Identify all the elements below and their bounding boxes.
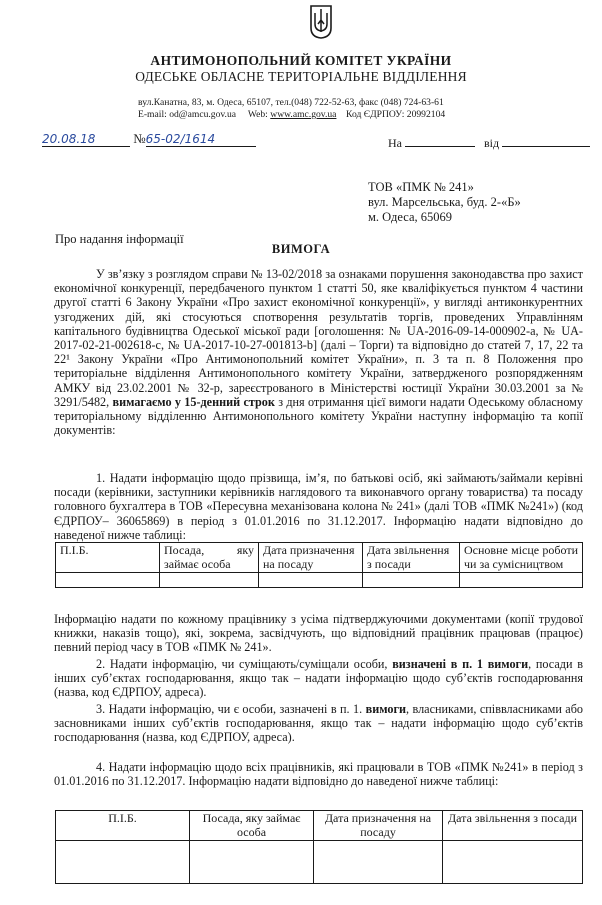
edrpou-label: Код ЄДРПОУ: (346, 109, 405, 120)
org-subdivision: ОДЕСЬКЕ ОБЛАСНЕ ТЕРИТОРІАЛЬНЕ ВІДДІЛЕННЯ (135, 69, 467, 84)
trident-emblem-icon (309, 4, 333, 40)
deadline-emphasis: вимагаємо у 15-денний строк (112, 394, 275, 409)
org-contacts (138, 109, 445, 120)
incoming-date-blank (502, 136, 590, 147)
web-link[interactable]: www.amc.gov.ua (270, 109, 337, 120)
outgoing-number: 65-02/1614 (146, 132, 256, 147)
table-cell[interactable] (56, 573, 160, 588)
recipient-city: м. Одеса, 65069 (368, 210, 452, 224)
table-header-cell: Дата призначення на посаду (259, 543, 363, 573)
incoming-reference (388, 136, 590, 150)
table-header-cell: Основне місце роботи чи за сумісництвом (460, 543, 583, 573)
item-3-paragraph: 3. Надати інформацію, чи є особи, зазначені в п. 1. вимоги, власниками, співвласниками або засновниками інших суб’єктів господарювання, якщо так – надати інформацію щодо суб’єктів господарювання (назва, код ЄДРПОУ, адреса). (54, 702, 583, 745)
web-label: Web: (247, 109, 268, 120)
incoming-number-label: На (388, 136, 402, 150)
org-address: вул.Канатна, 83, м. Одеса, 65107, тел.(048) 722-52-63, факс (048) 724-63-61 (138, 97, 444, 108)
org-name: АНТИМОНОПОЛЬНИЙ КОМІТЕТ УКРАЇНИ (150, 53, 452, 68)
table-header-cell: Посада, яку займає особа (190, 811, 314, 841)
edrpou-code: 20992104 (406, 109, 446, 120)
outgoing-date: 20.08.18 (42, 132, 130, 147)
item-1-paragraph: 1. Надати інформацію щодо прізвища, ім’я, по батькові осіб, які займають/займали керівні посади (керівники, заступники керівників наглядового та виконавчого органу товариства) та посаду головного бухгалтера в ТОВ «Пересувна механізована колона № 241» (далі ТОВ «ПМК №241») (код ЄДРПОУ– 36065869) в період з 01.01.2016 по 31.12.2017. Інформацію надати відповідно до наведеної нижче таблиці: (54, 471, 583, 542)
table-leadership (55, 542, 583, 588)
table-cell[interactable] (443, 841, 583, 884)
table-header-cell: Дата звільнення з посади (363, 543, 460, 573)
table-cell[interactable] (314, 841, 443, 884)
table-cell[interactable] (190, 841, 314, 884)
table-row (56, 573, 583, 588)
letter-subject: Про надання інформації (55, 232, 184, 246)
outgoing-number-label: № (133, 131, 146, 146)
outgoing-reference (42, 132, 256, 147)
incoming-number-blank (405, 136, 475, 147)
item-1-note: Інформацію надати по кожному працівнику з усіма підтверджуючими документами (копії трудової книжки, наказів тощо), які, зокрема, засвідчують, що відповідний працівник працював (працює) певний період часу в ТОВ «ПМК № 241». (54, 612, 583, 655)
table-cell[interactable] (259, 573, 363, 588)
table-cell[interactable] (460, 573, 583, 588)
intro-paragraph: У зв’язку з розглядом справи № 13-02/2018 за ознаками порушення законодавства про захист економічної конкуренції, передбаченого пунктом 1 статті 50, яке кваліфікується пунктом 4 частини другої статті 6 Закону України «Про захист економічної конкуренції», у вигляді антиконкурентних узгоджених дій, які стосуються спотворення результатів торгів, проведених Управлінням капітального будівництва Одеської міської ради [оголошення: № UA-2016-09-14-000902-а, № UA-2017-02-21-002618-с, № UA-2017-10-27-001813-b] (далі – Торги) та відповідно до статей 7, 17, 22 та 22¹ Закону України «Про Антимонопольний комітет України», п. 3 та п. 8 Положення про територіальне відділення Антимонопольного комітету України, затвердженого розпорядженням АМКУ від 23.02.2001 № 32-р, зареєстрованого в Міністерстві юстиції України 30.03.2001 за № 3291/5482, вимагаємо у 15-денний строк з дня отримання цієї вимоги надати Одеському обласному територіальному відділенню Антимонопольного комітету України наступну інформацію та копії документів: (54, 267, 583, 438)
recipient-block (368, 180, 521, 225)
table-cell[interactable] (363, 573, 460, 588)
table-cell[interactable] (56, 841, 190, 884)
table-row (56, 841, 583, 884)
table-cell[interactable] (160, 573, 259, 588)
recipient-street: вул. Марсельська, буд. 2-«Б» (368, 195, 521, 209)
table-header-cell: Дата звільнення з посади (443, 811, 583, 841)
recipient-name: ТОВ «ПМК № 241» (368, 180, 474, 194)
email-address: od@amcu.gov.ua (169, 109, 237, 120)
table-header-cell: П.І.Б. (56, 543, 160, 573)
table-header-cell: П.І.Б. (56, 811, 190, 841)
item-2-paragraph: 2. Надати інформацію, чи суміщають/суміщали особи, визначені в п. 1 вимоги, посади в інших суб’єктах господарювання, якщо так – надати інформацію щодо суб’єктів господарювання (назва, код ЄДРПОУ, адреса). (54, 657, 583, 700)
document-title: ВИМОГА (271, 242, 331, 256)
item-4-paragraph: 4. Надати інформацію щодо всіх працівників, які працювали в ТОВ «ПМК №241» в період з 01.01.2016 по 31.12.2017. Інформацію надати відповідно до наведеної нижче таблиці: (54, 760, 583, 789)
table-header-cell: Посада, яку займає особа (160, 543, 259, 573)
email-label: E-mail: (138, 109, 167, 120)
table-header-cell: Дата призначення на посаду (314, 811, 443, 841)
table-header-row (56, 811, 583, 841)
incoming-date-label: від (484, 136, 500, 150)
table-header-row (56, 543, 583, 573)
table-employees (55, 810, 583, 884)
